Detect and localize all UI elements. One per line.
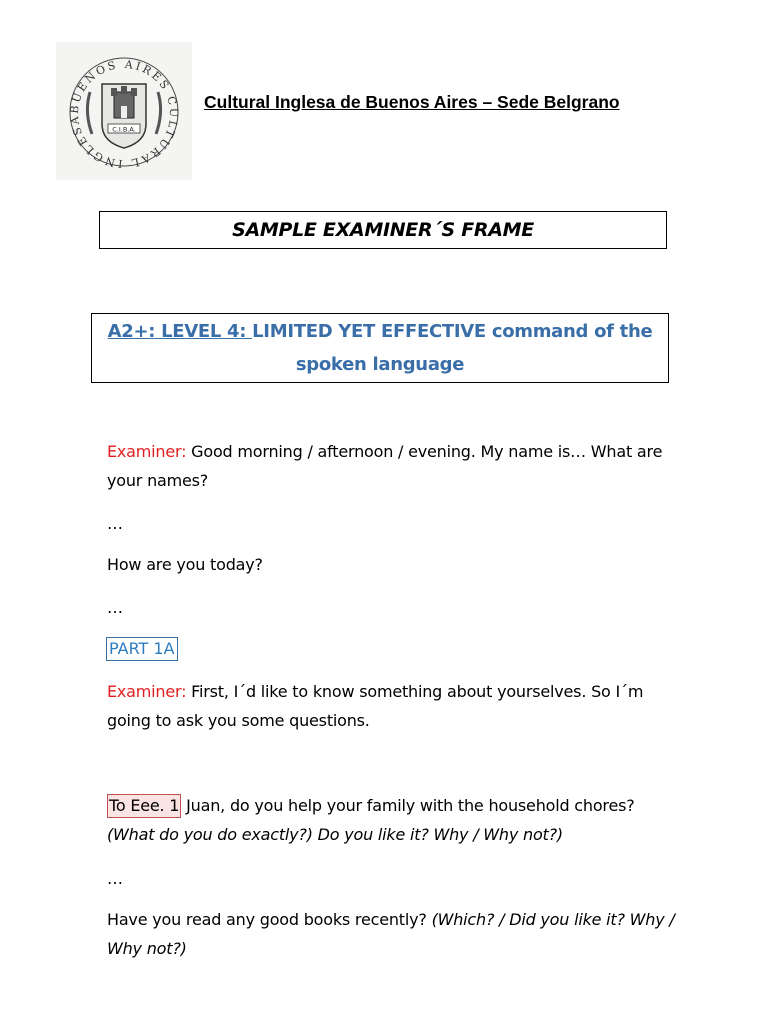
question-1-text: Juan, do you help your family with the household chores? <box>181 796 635 815</box>
part-instruction-text: First, I´d like to know something about yourselves. So I´m going to ask you some questions. <box>107 682 644 730</box>
seal-emblem-icon <box>56 42 192 180</box>
part-label: PART 1A <box>106 637 178 661</box>
speaker-label: Examiner: <box>107 682 187 701</box>
greeting-paragraph <box>107 437 677 495</box>
level-description: LIMITED YET EFFECTIVE command of the spoken language <box>252 321 653 375</box>
question-1-paragraph <box>107 791 682 849</box>
level-box <box>91 313 669 383</box>
question-2-followup: (Which? / Did you like it? Why / Why not?) <box>107 910 675 958</box>
how-are-you-question: How are you today? <box>107 555 263 574</box>
question-1-followup: (What do you do exactly?) Do you like it? Why / Why not?) <box>107 825 563 844</box>
document-title: SAMPLE EXAMINER´S FRAME <box>232 219 534 241</box>
ellipsis-line: … <box>107 869 123 888</box>
ciba-seal-logo <box>56 42 192 180</box>
ellipsis-line: … <box>107 598 123 617</box>
svg-text:BUENOS AIRES CULTURAL INGLESA: BUENOS AIRES CULTURAL INGLESA <box>67 57 181 171</box>
speaker-label: Examiner: <box>107 442 187 461</box>
ellipsis-line: … <box>107 514 123 533</box>
question-2-paragraph <box>107 905 677 963</box>
question-2-text: Have you read any good books recently? <box>107 910 432 929</box>
part-instruction-paragraph <box>107 677 677 735</box>
institute-header: Cultural Inglesa de Buenos Aires – Sede Belgrano <box>204 92 620 112</box>
svg-text:C.I.B.A.: C.I.B.A. <box>112 125 136 134</box>
examinee-tag: To Eee. 1 <box>107 794 181 818</box>
greeting-text: Good morning / afternoon / evening. My name is… What are your names? <box>107 442 663 490</box>
document-title-box <box>99 211 667 249</box>
level-prefix: A2+: LEVEL 4: <box>107 321 253 342</box>
